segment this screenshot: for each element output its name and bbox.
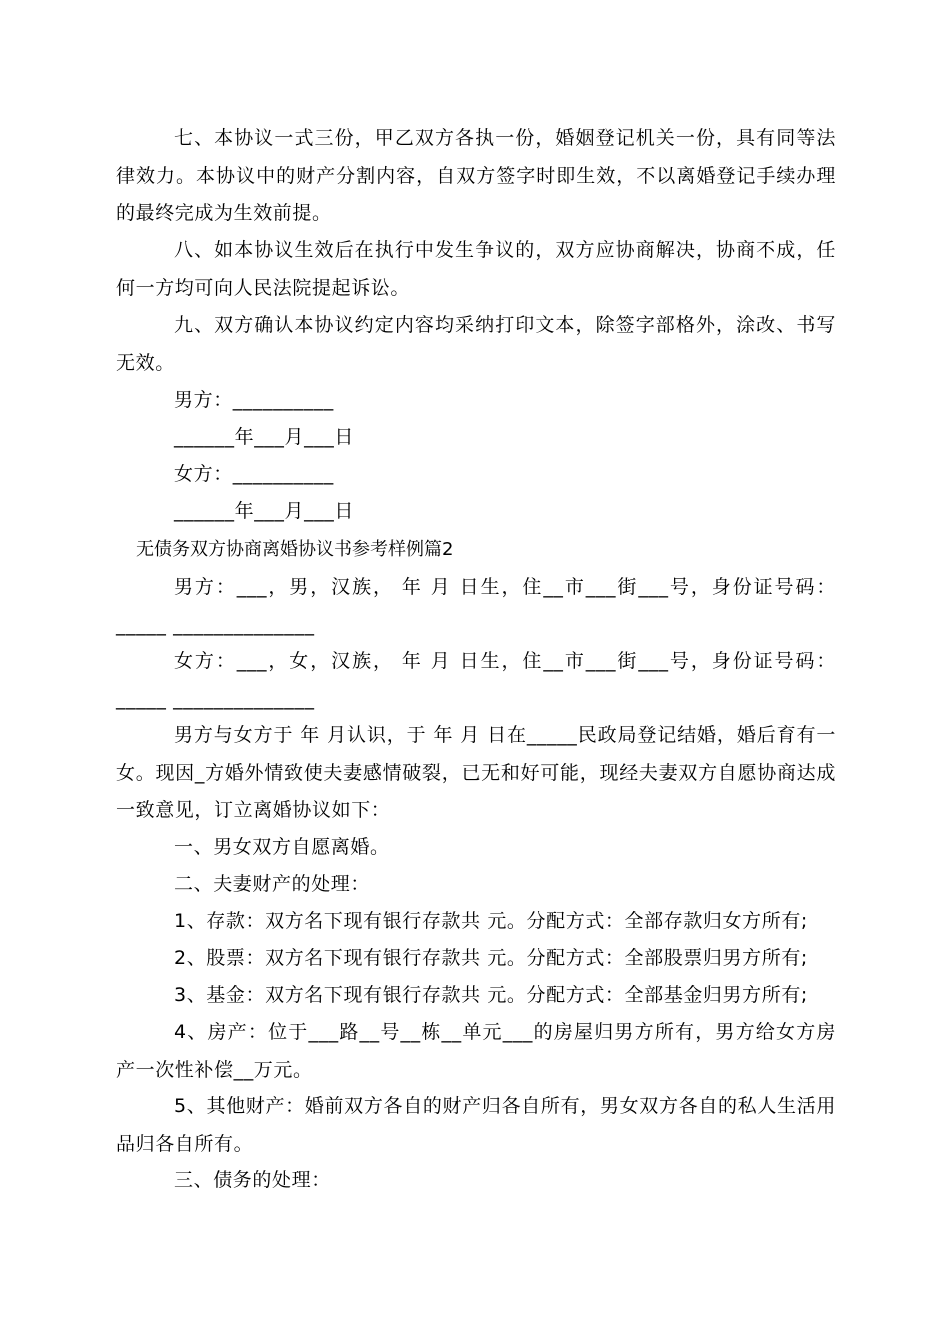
clause-nine: 九、双方确认本协议约定内容均采纳打印文本，除签字部格外，涂改、书写无效。 xyxy=(116,314,836,374)
property-item-other: 5、其他财产：婚前双方各自的财产归各自所有，男女双方各自的私人生活用品归各自所有。 xyxy=(116,1095,836,1155)
property-item-funds: 3、基金：双方名下现有银行存款共 元。分配方式：全部基金归男方所有; xyxy=(174,984,808,1006)
male-party-info: 男方：___，男，汉族， 年 月 日生，住__市___街___号，身份证号码：_____ ______________ xyxy=(116,576,836,636)
property-item-deposits: 1、存款：双方名下现有银行存款共 元。分配方式：全部存款归女方所有; xyxy=(174,910,808,932)
date-line-male: ______年___月___日 xyxy=(174,426,355,448)
clause-two-heading: 二、夫妻财产的处理： xyxy=(174,873,371,895)
male-signature-line: 男方：__________ xyxy=(174,389,334,411)
female-party-info: 女方：___，女，汉族， 年 月 日生，住__市___街___号，身份证号码：_____ ______________ xyxy=(116,650,836,710)
clause-eight: 八、如本协议生效后在执行中发生争议的，双方应协商解决，协商不成，任何一方均可向人民法院提起诉讼。 xyxy=(116,239,836,299)
clause-three-heading: 三、债务的处理： xyxy=(174,1169,331,1191)
property-item-stocks: 2、股票：双方名下现有银行存款共 元。分配方式：全部股票归男方所有; xyxy=(174,947,808,969)
clause-one: 一、男女双方自愿离婚。 xyxy=(174,836,390,858)
clause-seven: 七、本协议一式三份，甲乙双方各执一份，婚姻登记机关一份，具有同等法律效力。本协议中的财产分割内容，自双方签字时即生效，不以离婚登记手续办理的最终完成为生效前提。 xyxy=(116,127,836,224)
section-title: 无债务双方协商离婚协议书参考样例篇2 xyxy=(136,539,454,560)
property-item-real-estate: 4、房产：位于___路__号__栋__单元___的房屋归男方所有，男方给女方房产一次性补偿__万元。 xyxy=(116,1021,836,1081)
date-line-female: ______年___月___日 xyxy=(174,500,355,522)
female-signature-line: 女方：__________ xyxy=(174,463,334,485)
agreement-intro: 男方与女方于 年 月认识，于 年 月 日在_____民政局登记结婚，婚后育有一女。现因_方婚外情致使夫妻感情破裂，已无和好可能，现经夫妻双方自愿协商达成一致意见，订立离婚协议如下： xyxy=(116,724,836,821)
